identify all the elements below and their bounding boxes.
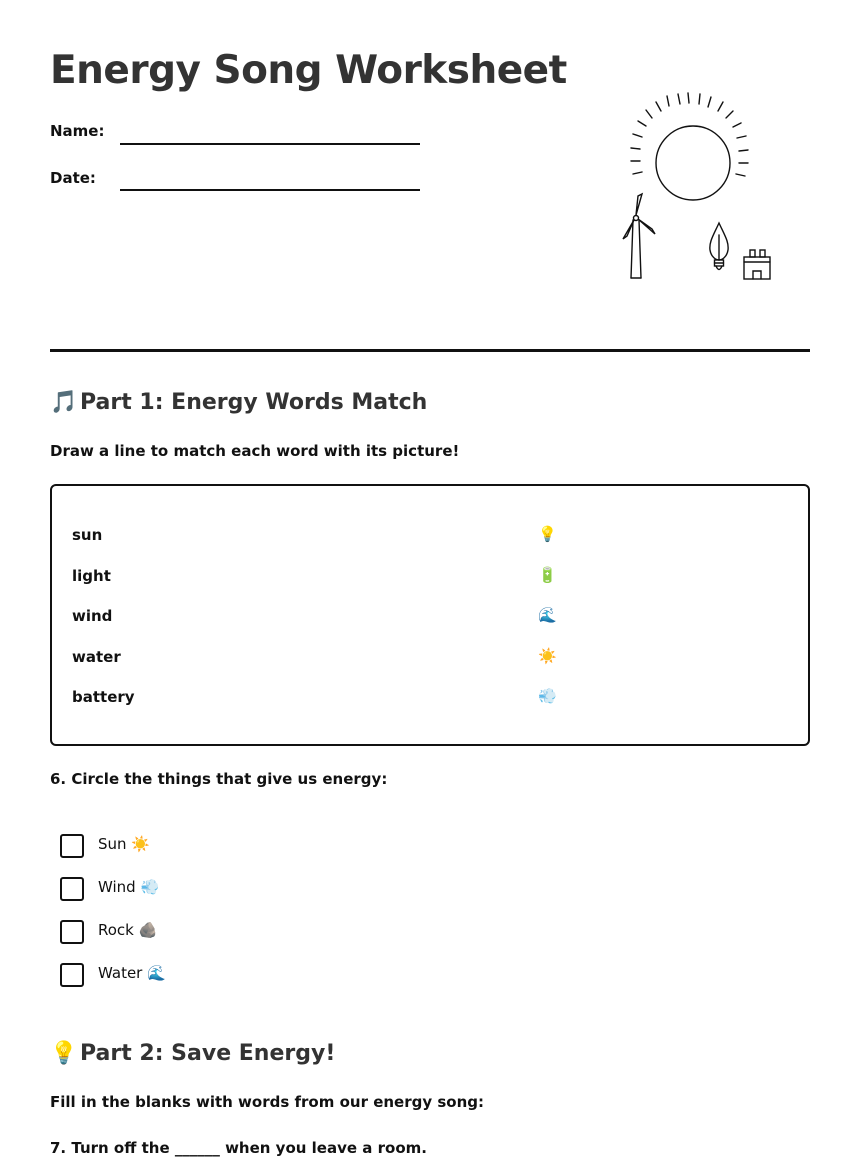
sun-drawing	[631, 93, 748, 200]
part2-instruction: Fill in the blanks with words from our energy song:	[50, 1093, 484, 1111]
lightbulb-icon: 💡	[50, 1041, 78, 1066]
part2-heading-text: Part 2: Save Energy!	[80, 1041, 336, 1066]
lightbulb-icon: 💡	[538, 525, 557, 543]
battery-icon: 🔋	[538, 566, 557, 584]
checkbox[interactable]	[60, 920, 84, 944]
page-title: Energy Song Worksheet	[50, 48, 567, 93]
name-field[interactable]	[120, 143, 420, 145]
match-word-light: light	[72, 567, 111, 585]
checkbox[interactable]	[60, 834, 84, 858]
question7-text: 7. Turn off the ______ when you leave a room.	[50, 1139, 427, 1157]
part1-instruction: Draw a line to match each word with its picture!	[50, 442, 460, 460]
wave-icon: 🌊	[538, 606, 557, 624]
match-box	[50, 484, 810, 746]
option-label: Sun ☀️	[98, 835, 150, 853]
lightbulb-drawing	[710, 223, 728, 270]
match-word-battery: battery	[72, 688, 135, 706]
question6-prompt: 6. Circle the things that give us energy:	[50, 770, 388, 788]
match-word-water: water	[72, 648, 121, 666]
music-note-icon: 🎵	[50, 390, 78, 415]
wind-turbine-drawing	[623, 194, 655, 278]
option-label: Wind 💨	[98, 878, 160, 896]
part1-heading	[50, 390, 427, 415]
date-field[interactable]	[120, 189, 420, 191]
option-label: Rock 🪨	[98, 921, 158, 939]
part1-heading-text: Part 1: Energy Words Match	[80, 390, 428, 415]
battery-house-drawing	[744, 250, 770, 279]
wind-icon: 💨	[538, 687, 557, 705]
option-label: Water 🌊	[98, 964, 166, 982]
checkbox[interactable]	[60, 963, 84, 987]
energy-illustration	[570, 90, 780, 285]
match-word-sun: sun	[72, 526, 103, 544]
part2-heading	[50, 1041, 335, 1066]
section-divider	[50, 349, 810, 352]
match-word-wind: wind	[72, 607, 113, 625]
name-label: Name:	[50, 122, 105, 140]
date-label: Date:	[50, 169, 96, 187]
sun-icon: ☀️	[538, 647, 557, 665]
checkbox[interactable]	[60, 877, 84, 901]
